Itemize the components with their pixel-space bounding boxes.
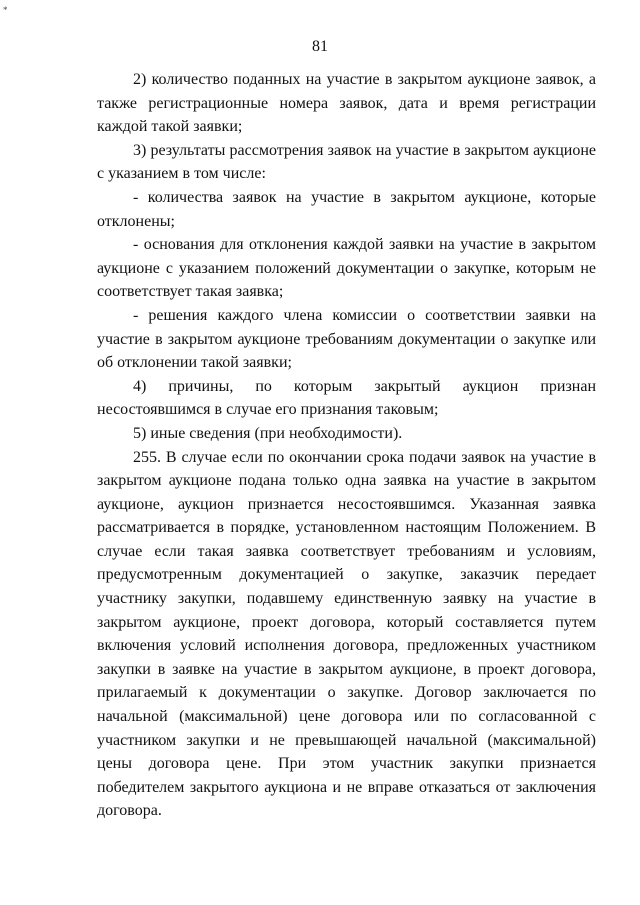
- paragraph-item-4: 4) причины, по которым закрытый аукцион признан несостоявшимся в случае его признания таковым;: [97, 377, 596, 419]
- paragraph-subitem-rejected-count: - количества заявок на участие в закрытом аукционе, которые отклонены;: [97, 188, 596, 230]
- paragraph-255: 255. В случае если по окончании срока подачи заявок на участие в закрытом аукционе подана только одна заявка на участие в закрытом аукционе, аукцион признается несостоявшимся. Указанная заявка рассматривается в порядке, установленном настоящим Положением. В случае если такая заявка соответствует требованиям и условиям, предусмотренным документацией о закупке, заказчик передает участнику закупки, подавшему единственную заявку на участие в закрытом аукционе, проект договора, который составляется путем включения условий исполнения договора, предложенных участником закупки в заявке на участие в закрытом аукционе, в проект договора, прилагаемый к документации о закупке. Договор заключается по начальной (максимальной) цене договора или по согласованной с участником закупки и не превышающей начальной (максимальной) цены договора цене. При этом участник закупки признается победителем закрытого аукциона и не вправе отказаться от заключения договора.: [97, 448, 596, 820]
- paragraph-item-3: 3) результаты рассмотрения заявок на участие в закрытом аукционе с указанием в том числе:: [97, 141, 596, 183]
- paragraph-subitem-member-decisions: - решения каждого члена комиссии о соответствии заявки на участие в закрытом аукционе требованиям документации о закупке или об отклонении такой заявки;: [97, 306, 596, 372]
- paragraph-subitem-rejection-grounds: - основания для отклонения каждой заявки на участие в закрытом аукционе с указанием положений документации о закупке, которым не соответствует такая заявка;: [97, 236, 596, 301]
- document-body: [97, 68, 596, 823]
- page-number: 81: [312, 38, 328, 55]
- edge-mark: *: [3, 5, 8, 15]
- paragraph-item-2: 2) количество поданных на участие в закрытом аукционе заявок, а также регистрационные номера заявок, дата и время регистрации каждой такой заявки;: [97, 71, 596, 136]
- paragraph-item-5: 5) иные сведения (при необходимости).: [133, 424, 403, 442]
